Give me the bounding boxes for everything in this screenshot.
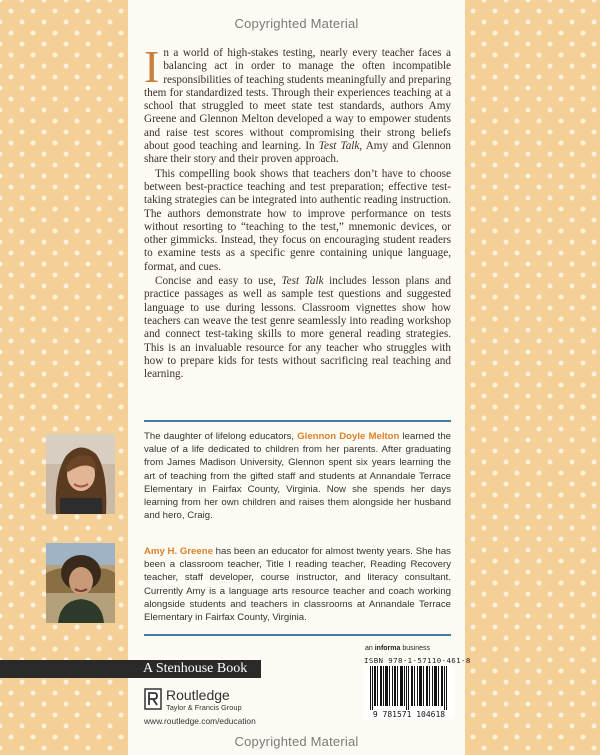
author-name: Glennon Doyle Melton	[297, 431, 400, 442]
portrait-glennon-image	[46, 434, 115, 514]
stenhouse-label: A Stenhouse Book	[143, 661, 248, 676]
barcode-digits: 9 781571 104618	[372, 710, 446, 719]
informa-business-tag: an informa business	[365, 645, 430, 652]
copyright-watermark-bottom: Copyrighted Material	[234, 734, 359, 749]
copyright-watermark-top: Copyrighted Material	[234, 16, 359, 31]
author-bio-amy: Amy H. Greene has been an educator for almost twenty years. She has been a classroom teacher, Title I reading teacher, Reading Recovery teacher, staff developer, course instructor, and literacy consultant. Currently Amy is a language arts resource teacher and coach working alongside students and teachers in classrooms at Annandale Terrace Elementary in Fairfax County, Virginia.	[144, 546, 451, 624]
section-divider	[144, 420, 451, 422]
author-photo-amy	[46, 543, 115, 623]
description-paragraph-1: In a world of high-stakes testing, nearly every teacher faces a balancing act in order to manage the often incompatible responsibilities of teaching students meaningfully and preparing them for standardized tests. Through their experiences teaching at a school that struggled to meet state test standards, authors Amy Greene and Glennon Melton developed a way to empower students and raise test scores without compromising their strong beliefs about good teaching and learning. In Test Talk, Amy and Glennon share their story and their proven approach.	[144, 41, 451, 166]
portrait-amy-image	[46, 543, 115, 623]
publisher-name: Routledge	[166, 687, 230, 703]
stenhouse-banner	[0, 660, 261, 678]
author-bio-glennon: The daughter of lifelong educators, Glennon Doyle Melton learned the value of a life dedicated to children from her parents. After graduating from James Madison University, Glennon spent six years learning the art of teaching from the gifted staff and students at Annandale Terrace Elementary in Fairfax County, Virginia. Now she spends her days learning from her own children and raises them alongside her husband and hero, Craig.	[144, 431, 451, 522]
description-paragraph-3: Concise and easy to use, Test Talk includes lesson plans and practice passages as well as sample test questions and suggested language to use during lessons. Classroom vignettes show how teachers can weave the test genre seamlessly into reading workshop and connect test-taking skills to more general reading strategies. This is an invaluable resource for any teacher who struggles with how to prepare kids for tests without sacrificing real teaching and learning.	[144, 275, 451, 381]
isbn-number: ISBN 978-1-57110-461-8	[364, 656, 471, 665]
publisher-group: Taylor & Francis Group	[166, 703, 242, 712]
book-title-italic: Test Talk	[281, 275, 324, 288]
description-paragraph-2: This compelling book shows that teachers don’t have to choose between best-practice teaching and test preparation; effective test-taking strategies can be integrated into authentic reading instruction. The authors demonstrate how to improve performance on tests without resorting to “teaching to the test,” mnemonic devices, or other gimmicks. Instead, they focus on encouraging student readers to examine tests as a specific genre containing unique language, format, and cues.	[144, 167, 451, 273]
author-name: Amy H. Greene	[144, 546, 213, 557]
footer-divider	[144, 634, 451, 636]
drop-cap: I	[144, 41, 160, 92]
book-description	[144, 41, 451, 381]
isbn-barcode	[364, 665, 454, 719]
author-photo-glennon	[46, 434, 115, 514]
publisher-url[interactable]: www.routledge.com/education	[144, 716, 256, 726]
routledge-r-icon	[144, 688, 162, 710]
book-title-italic: Test Talk	[318, 140, 360, 153]
